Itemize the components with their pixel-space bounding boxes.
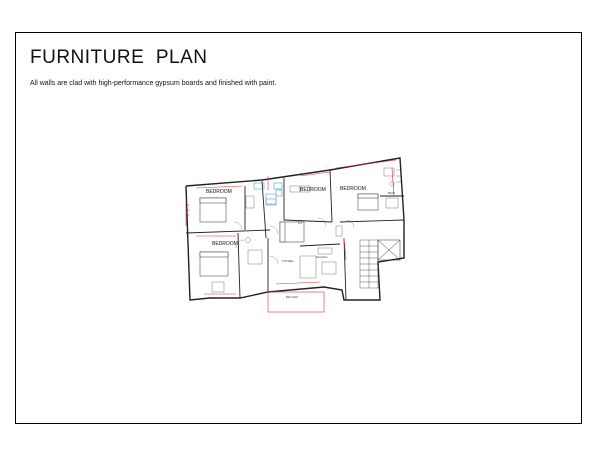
label-reception: Reception	[316, 256, 328, 259]
furniture-beds	[200, 194, 378, 276]
room-label-bedroom-3: BEDROOM	[340, 186, 366, 192]
room-label-bedroom-2: BEDROOM	[300, 187, 326, 193]
sheet-note: All walls are clad with high-performance gypsum boards and finished with paint.	[30, 80, 277, 87]
staircase	[360, 240, 378, 288]
label-bath: BATH	[388, 192, 395, 195]
page-title: FURNITURE PLAN	[30, 47, 208, 68]
label-kitchen: KITCHEN	[282, 260, 294, 263]
lift-shaft	[378, 240, 400, 260]
label-balcony: BALCONY	[286, 296, 299, 299]
room-label-bedroom-1: BEDROOM	[206, 189, 232, 195]
room-label-bedroom-4: BEDROOM	[212, 241, 238, 247]
